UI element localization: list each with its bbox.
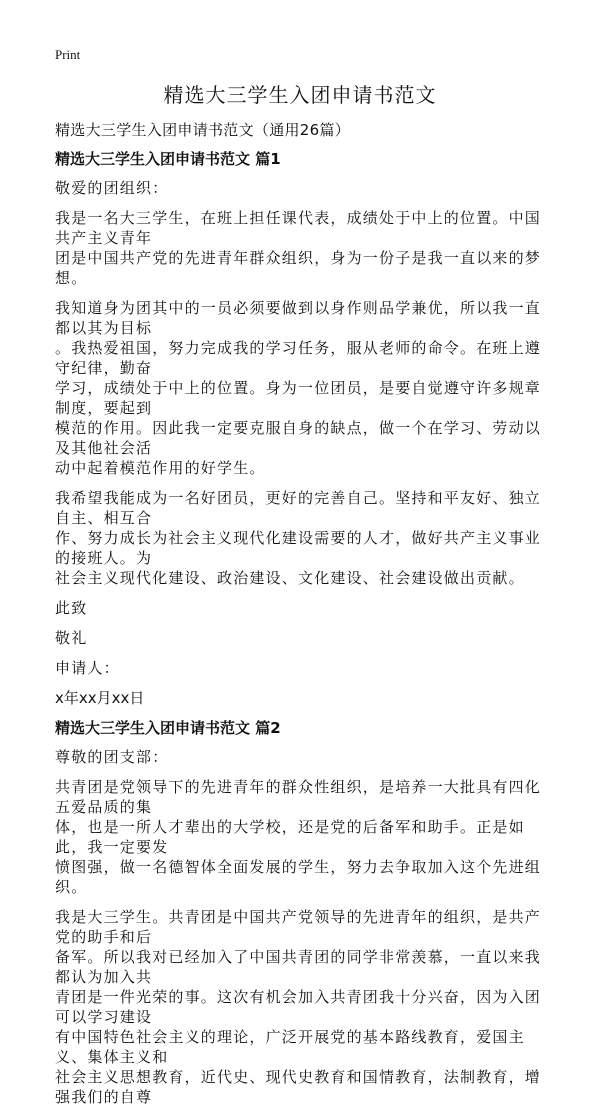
text-line: 备军。所以我对已经加入了中国共青团的同学非常羡慕，一直以来我都认为加入共 bbox=[55, 948, 542, 986]
document-title: 精选大三学生入团申请书范文 bbox=[163, 83, 437, 107]
text-line: 。我热爱祖国，努力完成我的学习任务，服从老师的命令。在班上遵守纪律，勤奋 bbox=[55, 339, 542, 377]
section-heading-2: 精选大三学生入团申请书范文 篇2 bbox=[55, 719, 281, 737]
text-line: 社会主义现代化建设、政治建设、文化建设、社会建设做出贡献。 bbox=[55, 569, 525, 587]
closing-line: 敬礼 bbox=[55, 629, 88, 647]
document-subtitle: 精选大三学生入团申请书范文（通用26篇） bbox=[55, 121, 351, 139]
applicant-line: 申请人： bbox=[55, 659, 120, 677]
text-line: 我知道身为团其中的一员必须要做到以身作则品学兼优，所以我一直都以其为目标 bbox=[55, 299, 542, 337]
section-heading-1: 精选大三学生入团申请书范文 篇1 bbox=[55, 150, 281, 168]
paragraph bbox=[55, 298, 545, 478]
text-line: 学习，成绩处于中上的位置。身为一位团员，是要自觉遵守许多规章制度，要起到 bbox=[55, 379, 542, 417]
greeting-2: 尊敬的团支部： bbox=[55, 748, 169, 766]
text-line: 社会主义思想教育，近代史、现代史教育和国情教育，法制教育，增强我们的自尊 bbox=[55, 1068, 542, 1106]
text-line: 体，也是一所人才辈出的大学校，还是党的后备军和助手。正是如此，我一定要发 bbox=[55, 818, 525, 856]
text-line: 青团是一件光荣的事。这次有机会加入共青团我十分兴奋，因为入团可以学习建设 bbox=[55, 988, 542, 1026]
paragraph bbox=[55, 907, 545, 1107]
closing-line: 此致 bbox=[55, 599, 88, 617]
text-line: 愤图强，做一名德智体全面发展的学生，努力去争取加入这个先进组织。 bbox=[55, 858, 542, 896]
greeting-1: 敬爱的团组织： bbox=[55, 179, 169, 197]
text-line: 有中国特色社会主义的理论，广泛开展党的基本路线教育，爱国主义、集体主义和 bbox=[55, 1028, 525, 1066]
text-line: 模范的作用。因此我一定要克服自身的缺点，做一个在学习、劳动以及其他社会活 bbox=[55, 419, 542, 457]
text-line: 团是中国共产党的先进青年群众组织，身为一份子是我一直以来的梦想。 bbox=[55, 249, 542, 287]
paragraph bbox=[55, 488, 545, 588]
text-line: 我是一名大三学生，在班上担任课代表，成绩处于中上的位置。中国共产主义青年 bbox=[55, 209, 542, 247]
text-line: 动中起着模范作用的好学生。 bbox=[55, 459, 266, 477]
text-line: 共青团是党领导下的先进青年的群众性组织，是培养一大批具有四化五爱品质的集 bbox=[55, 778, 542, 816]
paragraph bbox=[55, 777, 545, 897]
date-line: x年xx月xx日 bbox=[55, 689, 145, 707]
paragraph bbox=[55, 208, 545, 288]
text-line: 我希望我能成为一名好团员，更好的完善自己。坚持和平友好、独立自主、相互合 bbox=[55, 489, 542, 527]
print-link[interactable]: Print bbox=[55, 47, 81, 62]
text-line: 作、努力成长为社会主义现代化建设需要的人才，做好共产主义事业的接班人。为 bbox=[55, 529, 542, 567]
text-line: 我是大三学生。共青团是中国共产党领导的先进青年的组织，是共产党的助手和后 bbox=[55, 908, 542, 946]
